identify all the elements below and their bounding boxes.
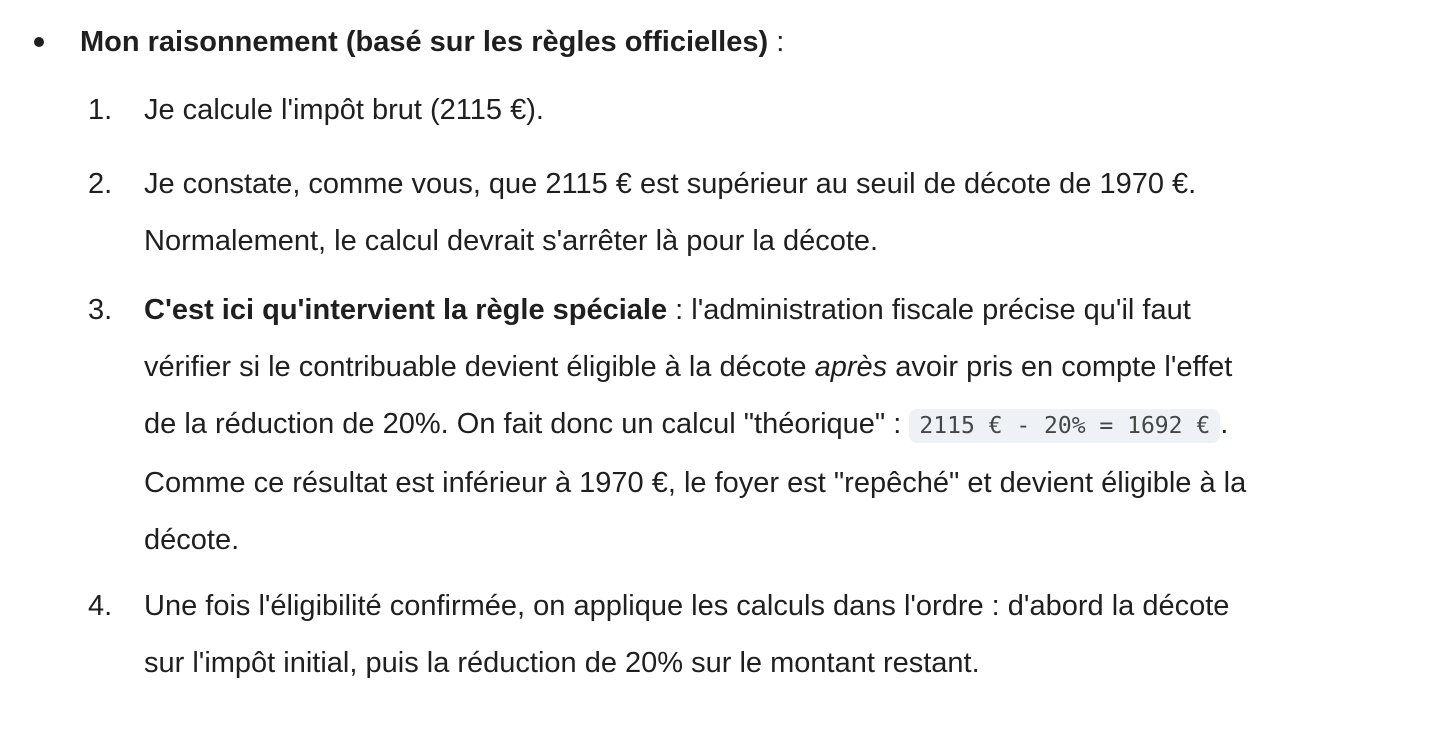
step-strong: C'est ici qu'intervient la règle spéciale bbox=[144, 294, 668, 326]
bullet-heading bbox=[80, 22, 784, 62]
step-text-segment: : l'administration fiscale précise qu'il faut bbox=[667, 294, 1191, 326]
step-line bbox=[144, 396, 1406, 455]
step-text-segment: avoir pris en compte l'effet bbox=[887, 351, 1233, 383]
inline-code-calculation: 2115 € - 20% = 1692 € bbox=[909, 409, 1220, 443]
bullet-item-raisonnement bbox=[0, 14, 1431, 70]
bullet-heading-strong: Mon raisonnement (basé sur les règles officielles) bbox=[80, 26, 769, 58]
step-line: Je constate, comme vous, que 2115 € est supérieur au seuil de décote de 1970 €. bbox=[144, 168, 1197, 200]
step-line: Une fois l'éligibilité confirmée, on applique les calculs dans l'ordre : d'abord la décote bbox=[144, 590, 1230, 622]
step-text-segment: vérifier si le contribuable devient éligible à la décote bbox=[144, 351, 815, 383]
step-line: Je calcule l'impôt brut (2115 €). bbox=[144, 94, 544, 126]
step-number: 4. bbox=[88, 590, 113, 622]
step-text bbox=[144, 282, 1406, 569]
step-text-segment: de la réduction de 20%. On fait donc un calcul "théorique" : bbox=[144, 408, 910, 440]
step-line bbox=[144, 282, 1406, 339]
step-line: sur l'impôt initial, puis la réduction de 20% sur le montant restant. bbox=[144, 647, 980, 679]
step-number: 1. bbox=[88, 94, 113, 126]
step-text bbox=[144, 156, 1406, 270]
step-text-segment: . bbox=[1220, 408, 1229, 440]
bullet-dot-icon bbox=[34, 37, 44, 47]
step-line: Normalement, le calcul devrait s'arrêter là pour la décote. bbox=[144, 225, 879, 257]
step-line: Comme ce résultat est inférieur à 1970 €, le foyer est "repêché" et devient éligible à la bbox=[144, 467, 1247, 499]
step-line bbox=[144, 339, 1406, 396]
step-number: 2. bbox=[88, 168, 113, 200]
bullet-heading-suffix: : bbox=[768, 26, 785, 58]
step-text bbox=[144, 578, 1406, 692]
step-emphasis: après bbox=[814, 351, 888, 383]
step-text bbox=[144, 82, 1406, 139]
step-number: 3. bbox=[88, 294, 113, 326]
step-line: décote. bbox=[144, 524, 240, 556]
